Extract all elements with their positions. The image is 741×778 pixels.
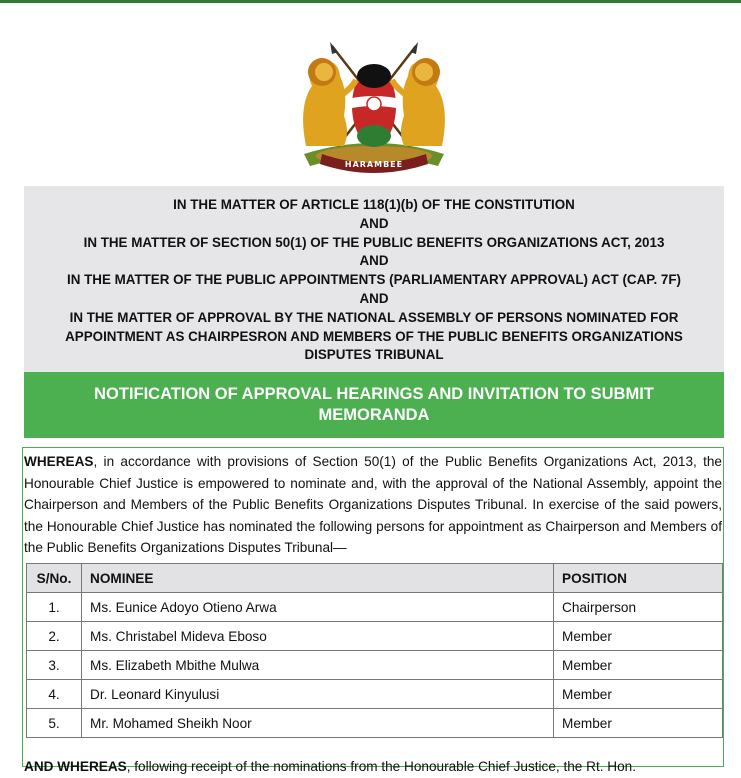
row-position: Member bbox=[554, 651, 723, 680]
matter-line: IN THE MATTER OF THE PUBLIC APPOINTMENTS (PARLIAMENTARY APPROVAL) ACT (CAP. 7F) bbox=[67, 272, 681, 288]
matter-line: IN THE MATTER OF SECTION 50(1) OF THE PUBLIC BENEFITS ORGANIZATIONS ACT, 2013 bbox=[83, 234, 665, 250]
motto-text: HARAMBEE bbox=[344, 160, 404, 169]
and-whereas-paragraph bbox=[24, 756, 722, 778]
coat-of-arms-emblem bbox=[282, 36, 466, 174]
nominees-table bbox=[26, 563, 723, 738]
banner-line: NOTIFICATION OF APPROVAL HEARINGS AND INVITATION TO SUBMIT bbox=[94, 385, 654, 403]
table-row bbox=[27, 593, 723, 622]
matter-line: IN THE MATTER OF ARTICLE 118(1)(b) OF THE CONSTITUTION bbox=[173, 197, 575, 212]
row-nominee: Ms. Christabel Mideva Eboso bbox=[82, 622, 554, 651]
table-row bbox=[27, 651, 723, 680]
table-row bbox=[27, 622, 723, 651]
whereas-lead: WHEREAS bbox=[24, 454, 94, 469]
notification-banner bbox=[24, 372, 724, 438]
whereas-paragraph bbox=[24, 451, 722, 559]
row-position: Member bbox=[554, 680, 723, 709]
row-nominee: Ms. Eunice Adoyo Otieno Arwa bbox=[82, 593, 554, 622]
matter-line: IN THE MATTER OF APPROVAL BY THE NATIONAL ASSEMBLY OF PERSONS NOMINATED FOR bbox=[69, 309, 679, 325]
banner-line: MEMORANDA bbox=[318, 406, 430, 424]
header-position: POSITION bbox=[554, 564, 723, 593]
and-whereas-lead: AND WHEREAS bbox=[24, 759, 127, 774]
and-whereas-text: , following receipt of the nominations from the Honourable Chief Justice, the Rt. Hon. bbox=[126, 759, 636, 774]
row-position: Chairperson bbox=[554, 593, 723, 622]
row-position: Member bbox=[554, 709, 723, 738]
table-row bbox=[27, 680, 723, 709]
row-nominee: Mr. Mohamed Sheikh Noor bbox=[82, 709, 554, 738]
matter-line: AND bbox=[359, 215, 389, 231]
row-sno: 3. bbox=[27, 651, 82, 680]
whereas-text: , in accordance with provisions of Section 50(1) of the Public Benefits Organizations Act, 2013, the Honourable Chief Justice is empowered to nominate and, with the approval of the National Assembly, appoint the Chairperson and Members of the Public Benefits Organizations Disputes Tribunal. In exercise of the said powers, the Honourable Chief Justice has nominated the following persons for appointment as Chairperson and Members of the Public Benefits Organizations Disputes Tribunal— bbox=[24, 454, 722, 556]
row-sno: 5. bbox=[27, 709, 82, 738]
row-sno: 2. bbox=[27, 622, 82, 651]
row-sno: 4. bbox=[27, 680, 82, 709]
matter-line: AND bbox=[359, 253, 389, 269]
table-row bbox=[27, 709, 723, 738]
header-sno: S/No. bbox=[27, 564, 82, 593]
matter-heading-block bbox=[24, 186, 724, 372]
header-nominee: NOMINEE bbox=[82, 564, 554, 593]
row-nominee: Dr. Leonard Kinyulusi bbox=[82, 680, 554, 709]
top-rule bbox=[0, 0, 741, 3]
table-header-row bbox=[27, 564, 723, 593]
matter-line: DISPUTES TRIBUNAL bbox=[304, 347, 444, 363]
matter-line: APPOINTMENT AS CHAIRPESRON AND MEMBERS OF THE PUBLIC BENEFITS ORGANIZATIONS bbox=[65, 328, 683, 344]
row-sno: 1. bbox=[27, 593, 82, 622]
row-nominee: Ms. Elizabeth Mbithe Mulwa bbox=[82, 651, 554, 680]
row-position: Member bbox=[554, 622, 723, 651]
matter-line: AND bbox=[359, 290, 389, 306]
